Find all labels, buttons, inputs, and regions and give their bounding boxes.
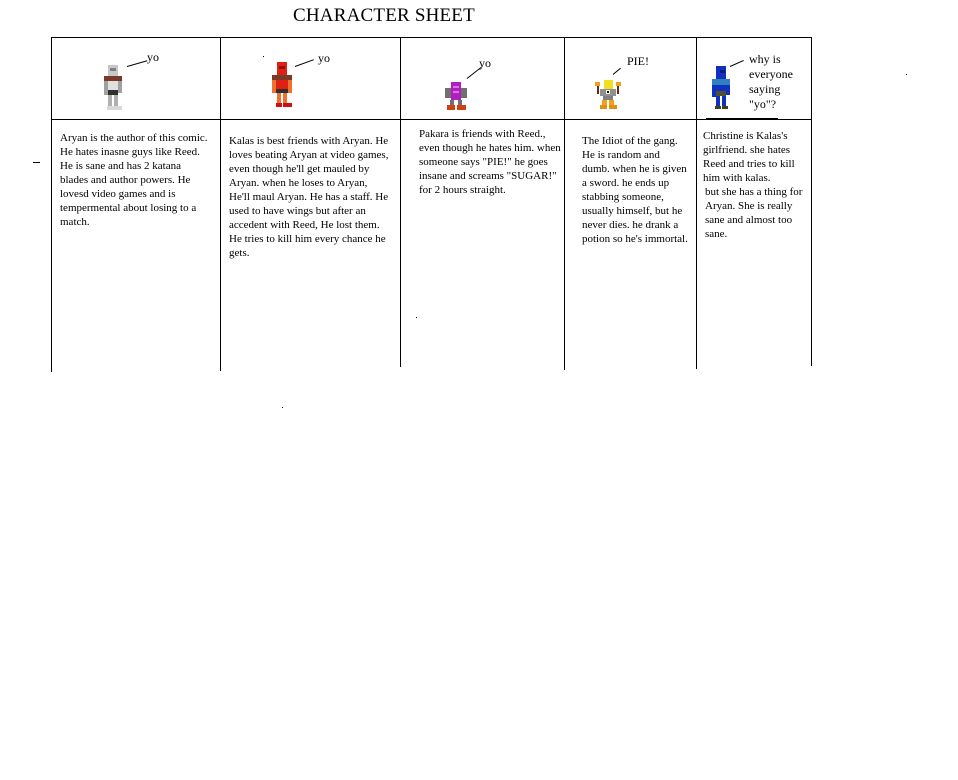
table-row-divider xyxy=(51,119,812,120)
speech-pointer xyxy=(127,60,147,67)
stray-dot xyxy=(416,317,417,318)
column-divider xyxy=(220,37,221,371)
speech-line: "yo"? xyxy=(749,97,777,111)
speech-line: everyone xyxy=(749,67,793,81)
page-title: CHARACTER SHEET xyxy=(293,5,475,26)
description-christine xyxy=(703,129,807,241)
stray-dot xyxy=(282,407,283,408)
table-left-border xyxy=(51,37,52,372)
description-text: Christine is Kalas's girlfriend. she hates Reed and tries to kill him with kalas. xyxy=(703,130,795,184)
christine-sprite-icon xyxy=(710,66,732,110)
speech-pointer xyxy=(730,60,744,67)
stray-dot xyxy=(263,56,264,57)
table-right-border xyxy=(811,37,812,366)
column-divider xyxy=(696,37,697,369)
description-aryan: Aryan is the author of this comic. He hates inasne guys like Reed. He is sane and has 2 katana blades and author powers. He lovesd video games and is tempermental about losing to a match. xyxy=(60,132,208,228)
table-top-border xyxy=(51,37,812,38)
column-divider xyxy=(564,37,565,370)
kalas-sprite-icon xyxy=(270,62,294,108)
speech-pointer xyxy=(295,59,314,67)
stray-dot xyxy=(906,74,907,75)
description-kalas: Kalas is best friends with Aryan. He loves beating Aryan at video games, even though he'll get mauled by Aryan. when he loses to Aryan, He'll maul Aryan. He has a staff. He used to have wings but after an accedent with Reed, He lost them. He tries to kill him every chance he gets. xyxy=(229,135,389,259)
aryan-sprite-icon xyxy=(102,63,124,111)
column-divider xyxy=(400,37,401,367)
pakara-sprite-icon xyxy=(443,82,469,111)
reed-sprite-icon xyxy=(595,80,621,110)
speech-pointer xyxy=(613,68,621,75)
description-reed: The Idiot of the gang. He is random and dumb. when he is given a sword. he ends up stabbing someone, usually himself, but he never dies. he drank a potion so he's immortal. xyxy=(582,135,688,245)
speech-text-christine xyxy=(749,52,793,112)
underline-mark xyxy=(706,118,778,120)
speech-line: why is xyxy=(749,52,781,66)
stray-dash xyxy=(33,162,40,163)
speech-text-pakara: yo xyxy=(479,56,491,70)
speech-line: saying xyxy=(749,82,781,96)
speech-text-reed: PIE! xyxy=(627,54,649,68)
speech-text-kalas: yo xyxy=(318,51,330,65)
speech-text-aryan: yo xyxy=(147,50,159,64)
description-pakara: Pakara is friends with Reed., even though he hates him. when someone says "PIE!" he goes insane and screams "SUGAR!" for 2 hours straight. xyxy=(419,128,561,196)
description-extra: but she has a thing for Aryan. She is really sane and almost too sane. xyxy=(705,186,803,240)
